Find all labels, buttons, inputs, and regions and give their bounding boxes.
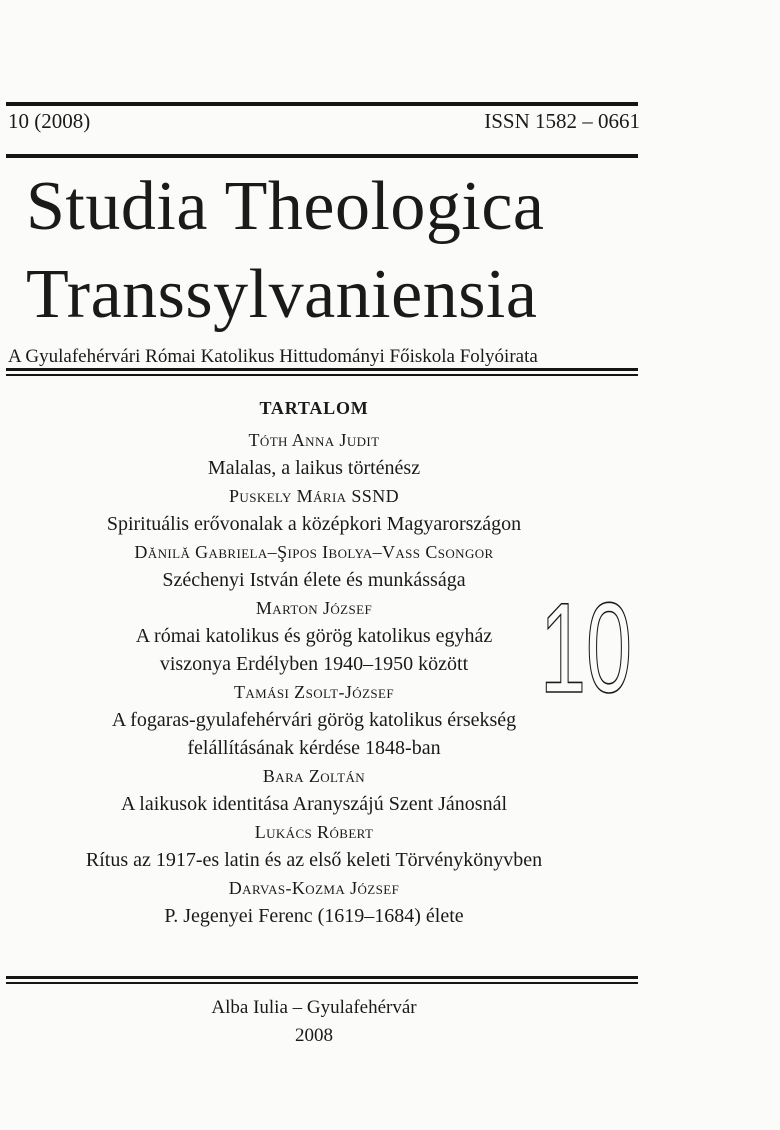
imprint-year: 2008 [295, 1025, 333, 1046]
journal-title-line2: Transsylvaniensia [26, 256, 538, 333]
top-rule [6, 102, 638, 106]
imprint-place: Alba Iulia – Gyulafehérvár [211, 997, 417, 1018]
journal-subtitle: A Gyulafehérvári Római Katolikus Hittudományi Főiskola Folyóirata [8, 346, 538, 367]
contents-heading: TARTALOM [259, 398, 369, 418]
issn-label: ISSN 1582 – 0661 [484, 109, 640, 133]
entry-author: Dănilă Gabriela–Şipos Ibolya–Vass Csongor [134, 542, 494, 562]
contents-entry [0, 594, 628, 678]
table-of-contents [0, 396, 628, 930]
imprint [0, 994, 628, 1050]
entry-title: A fogaras-gyulafehérvári görög katolikus érsekség [111, 709, 517, 731]
entry-author: Marton József [255, 598, 373, 618]
footer-rule-bottom [6, 982, 638, 984]
entry-author: Puskely Mária SSND [229, 486, 399, 506]
entry-title: Malalas, a laikus történész [207, 457, 421, 479]
entry-title: Széchenyi István élete és munkássága [162, 569, 466, 591]
contents-entry [0, 762, 628, 818]
header-bottom-rule [6, 154, 638, 158]
entry-title: P. Jegenyei Ferenc (1619–1684) élete [164, 905, 464, 927]
entry-title: A római katolikus és görög katolikus egyház [135, 625, 493, 647]
entry-author: Tamási Zsolt-József [233, 682, 395, 702]
entry-title-continued: felállításának kérdése 1848-ban [187, 737, 441, 759]
entry-title: A laikusok identitása Aranyszájú Szent Jánosnál [120, 793, 508, 815]
contents-entry [0, 678, 628, 762]
entry-author: Lukács Róbert [254, 822, 374, 842]
journal-title-line1: Studia Theologica [26, 168, 545, 245]
entry-author: Darvas-Kozma József [228, 878, 400, 898]
entry-author: Tóth Anna Judit [248, 430, 380, 450]
issue-number-graphic [536, 577, 636, 720]
issue-label: 10 (2008) [8, 109, 91, 133]
contents-entry [0, 874, 628, 930]
issue-number: 10 [540, 577, 632, 720]
entry-title: Rítus az 1917-es latin és az első keleti Törvénykönyvben [85, 849, 543, 871]
contents-entry [0, 538, 628, 594]
subtitle-rule-top [6, 368, 638, 371]
contents-entry [0, 426, 628, 482]
contents-entry [0, 482, 628, 538]
footer-rule-top [6, 976, 638, 979]
entry-title-continued: viszonya Erdélyben 1940–1950 között [159, 653, 469, 675]
subtitle-rule-bottom [6, 374, 638, 376]
entry-author: Bara Zoltán [262, 766, 366, 786]
entry-title: Spirituális erővonalak a középkori Magyarországon [106, 513, 522, 535]
contents-entry [0, 818, 628, 874]
